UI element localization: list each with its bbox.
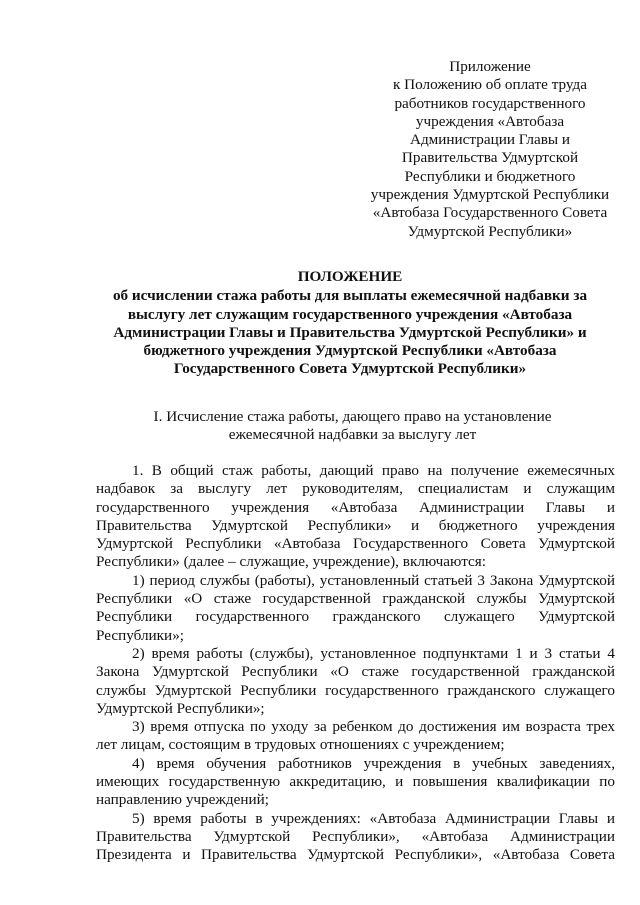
title-line: Государственного Совета Удмуртской Республики» <box>173 360 527 378</box>
appendix-line: Удмуртской Республики» <box>407 222 573 240</box>
body-line: 5) время работы в учреждениях: «Автобаза Администрации Главы и <box>132 809 615 827</box>
appendix-line: «Автобаза Государственного Совета <box>372 204 608 222</box>
body-line: Правительства Удмуртской Республики» и бюджетного учреждения <box>96 516 615 534</box>
title-line: Администрации Главы и Правительства Удмуртской Республики» и <box>113 323 587 341</box>
title-line: об исчислении стажа работы для выплаты ежемесячной надбавки за <box>112 287 588 305</box>
document-body <box>96 462 615 865</box>
section-line: ежемесячной надбавки за выслугу лет <box>228 426 477 444</box>
appendix-line: работников государственного <box>394 94 586 112</box>
appendix-line: учреждения Удмуртской Республики <box>370 186 610 204</box>
section-line: I. Исчисление стажа работы, дающего право на установление <box>153 408 552 425</box>
body-line: Удмуртской Республики «Автобаза Государственного Совета Удмуртской <box>96 535 615 553</box>
document-title <box>70 268 630 379</box>
appendix-line: Приложение <box>449 58 531 75</box>
body-line: Правительства Удмуртской Республики», «Автобаза Администрации <box>96 827 615 845</box>
body-line: Закона Удмуртской Республики «О стаже государственной гражданской <box>96 663 615 681</box>
appendix-block <box>352 58 628 241</box>
body-line: лет лицам, состоящим в трудовых отношениях с учреждением; <box>96 736 505 754</box>
body-line: имеющих государственную аккредитацию, и повышения квалификации по <box>96 773 615 791</box>
body-line: 1. В общий стаж работы, дающий право на получение ежемесячных <box>132 462 615 479</box>
title-line: бюджетного учреждения Удмуртской Республики «Автобаза <box>143 342 557 360</box>
body-line: Республики «О стаже государственной гражданской службы Удмуртской <box>96 590 615 608</box>
body-line: Республики государственного гражданского служащего Удмуртской <box>96 608 615 626</box>
body-line: надбавок за выслугу лет руководителям, специалистам и служащим <box>96 480 615 498</box>
appendix-line: к Положению об оплате труда <box>392 76 588 94</box>
body-line: 4) время обучения работников учреждения в учебных заведениях, <box>132 754 615 772</box>
body-line: 1) период службы (работы), установленный статьей 3 Закона Удмуртской <box>132 571 615 589</box>
appendix-line: Правительства Удмуртской <box>401 149 579 167</box>
body-line: Удмуртской Республики»; <box>96 699 265 717</box>
body-line: службы Удмуртской Республики государственного гражданского служащего <box>96 681 615 699</box>
section-heading <box>80 408 625 445</box>
body-line: Республики»; <box>96 626 185 644</box>
body-line: 3) время отпуска по уходу за ребенком до достижения им возраста трех <box>132 718 615 736</box>
body-line: Президента и Правительства Удмуртской Республики», «Автобаза Совета <box>96 846 615 864</box>
appendix-line: Администрации Главы и <box>409 131 571 149</box>
body-line: государственного учреждения «Автобаза Администрации Главы и <box>96 498 615 516</box>
appendix-line: учреждения «Автобаза <box>415 112 565 130</box>
body-line: направлению учреждений; <box>96 791 269 809</box>
title-heading: ПОЛОЖЕНИЕ <box>297 268 403 285</box>
body-line: 2) время работы (службы), установленное подпунктами 1 и 3 статьи 4 <box>132 644 615 662</box>
title-line: выслугу лет служащим государственного учреждения «Автобаза <box>127 305 573 323</box>
appendix-line: Республики и бюджетного <box>404 167 576 185</box>
body-line: Республики» (далее – служащие, учреждение), включаются: <box>96 553 486 571</box>
